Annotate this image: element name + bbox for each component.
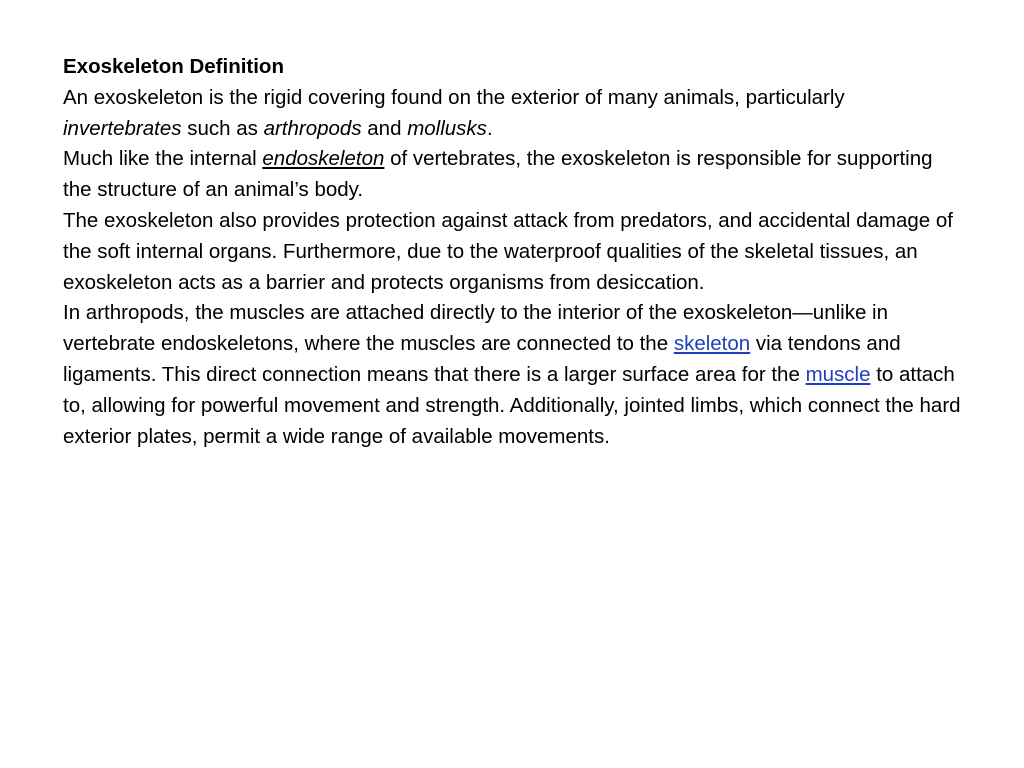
paragraph-text: . [486, 116, 493, 140]
paragraph-text: Much like the internal [63, 147, 263, 171]
document-body [63, 52, 963, 452]
emphasis-endoskeleton: endoskeleton [262, 147, 385, 171]
paragraph-text: to attach to, allowing for powerful movement and strength. Additionally, jointed limbs, which connect the hard exterior plates, permit a wide range of available movements. [63, 362, 961, 448]
paragraph-structure [63, 144, 963, 206]
link-skeleton[interactable]: skeleton [673, 332, 751, 356]
paragraph-text: and [361, 116, 408, 140]
emphasis-invertebrates: invertebrates [63, 116, 182, 140]
paragraph-text: In arthropods, the muscles are attached directly to the interior of the exoskeleton—unlike in vertebrate endoskeletons, where the muscles are connected to the [63, 301, 889, 356]
paragraph-definition [63, 83, 963, 145]
paragraph-text: such as [181, 116, 264, 140]
paragraph-text: of vertebrates, the exoskeleton is responsible for supporting the structure of an animal’s body. [63, 147, 933, 202]
emphasis-arthropods: arthropods [263, 116, 362, 140]
paragraph-protection [63, 206, 963, 298]
link-muscle[interactable]: muscle [805, 362, 871, 386]
paragraph-text: via tendons and ligaments. This direct connection means that there is a larger surface area for the [63, 332, 901, 386]
paragraph-text: An exoskeleton is the rigid covering found on the exterior of many animals, particularly [63, 85, 845, 109]
emphasis-mollusks: mollusks [407, 116, 487, 140]
paragraph-muscles [63, 298, 963, 452]
document-title: Exoskeleton Definition [63, 55, 284, 78]
paragraph-text: The exoskeleton also provides protection against attack from predators, and accidental damage of the soft internal organs. Furthermore, due to the waterproof qualities of the skeletal tissues, an exoskeleton acts as a barrier and protects organisms from desiccation. [63, 208, 953, 294]
